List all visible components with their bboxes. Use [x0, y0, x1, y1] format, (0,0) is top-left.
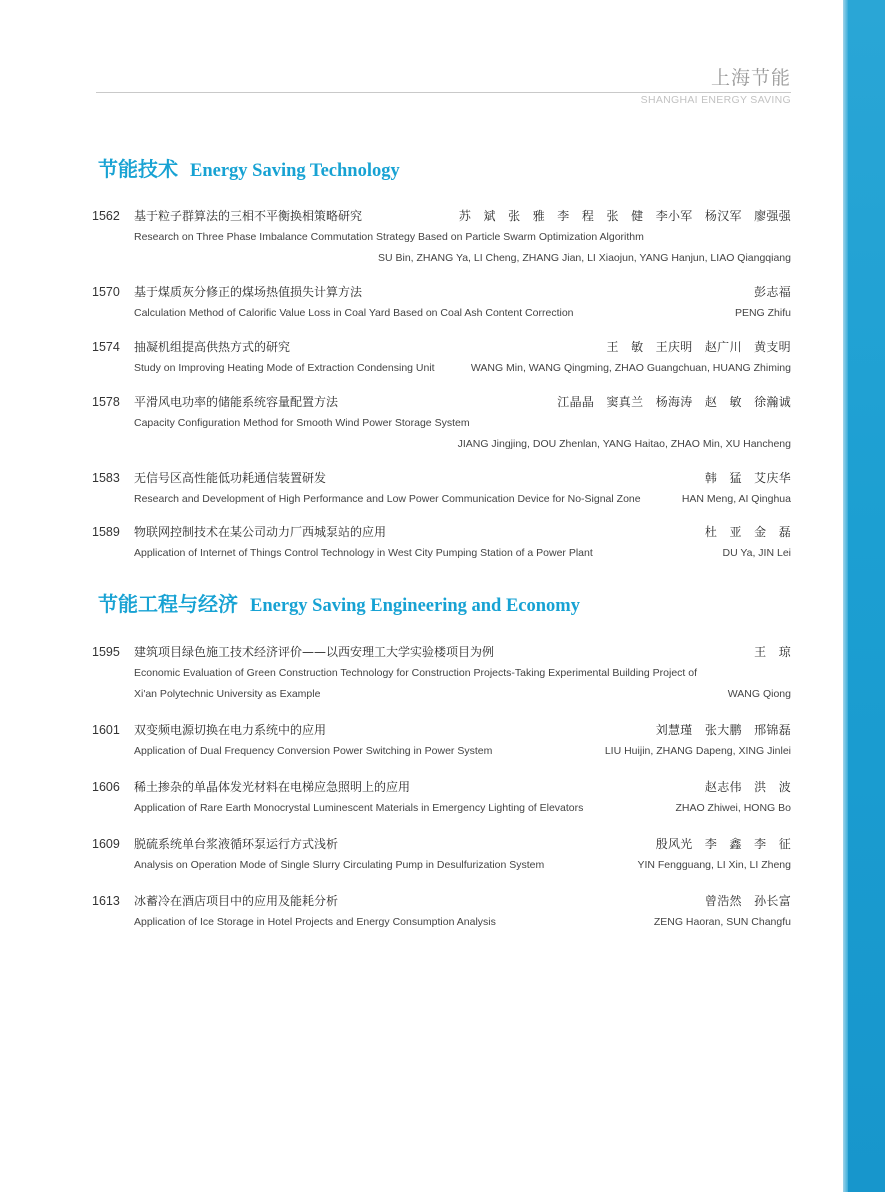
section-title-zh: 节能技术	[98, 157, 178, 181]
toc-entry[interactable]	[92, 720, 791, 762]
authors-en: PENG Zhifu	[734, 307, 791, 319]
header-divider	[96, 92, 791, 93]
page-number: 1606	[92, 780, 120, 794]
article-title-en: Application of Rare Earth Monocrystal Luminescent Materials in Emergency Lighting of Elevators	[134, 802, 584, 814]
authors-en: WANG Min, WANG Qingming, ZHAO Guangchuan, HUANG Zhiming	[470, 362, 791, 374]
article-title-en: Research on Three Phase Imbalance Commutation Strategy Based on Particle Swarm Optimization Algorithm	[134, 231, 644, 243]
authors-zh: 刘慧瑾 张大鹏 邢锦磊	[655, 723, 791, 737]
section-title-en: Energy Saving Engineering and Economy	[250, 596, 580, 616]
authors-en: JIANG Jingjing, DOU Zhenlan, YANG Haitao, ZHAO Min, XU Hancheng	[457, 438, 791, 450]
authors-zh: 赵志伟 洪 波	[704, 780, 791, 794]
article-title-zh: 稀土掺杂的单晶体发光材料在电梯应急照明上的应用	[134, 780, 411, 794]
authors-en: DU Ya, JIN Lei	[722, 547, 791, 559]
authors-en: SU Bin, ZHANG Ya, LI Cheng, ZHANG Jian, LI Xiaojun, YANG Hanjun, LIAO Qiangqiang	[377, 252, 791, 264]
authors-zh: 王 琼	[754, 645, 791, 659]
toc-entry[interactable]	[92, 642, 791, 705]
toc-entry[interactable]	[92, 891, 791, 933]
article-title-zh: 双变频电源切换在电力系统中的应用	[134, 723, 327, 737]
article-title-en: Application of Dual Frequency Conversion Power Switching in Power System	[134, 745, 493, 757]
authors-en: LIU Huijin, ZHANG Dapeng, XING Jinlei	[604, 745, 791, 757]
page-number: 1574	[92, 340, 120, 354]
article-title-en: Study on Improving Heating Mode of Extraction Condensing Unit	[134, 362, 435, 374]
authors-zh: 彭志福	[754, 285, 791, 299]
page-number: 1613	[92, 894, 120, 908]
article-title-en: Capacity Configuration Method for Smooth Wind Power Storage System	[134, 417, 470, 429]
article-title-zh: 建筑项目绿色施工技术经济评价——以西安理工大学实验楼项目为例	[134, 645, 495, 659]
article-title-en: Economic Evaluation of Green Construction Technology for Construction Projects-Taking Experimental Building Project of	[134, 667, 698, 679]
section-title-en: Energy Saving Technology	[190, 161, 400, 181]
journal-subtitle: SHANGHAI ENERGY SAVING	[640, 94, 791, 106]
journal-title: 上海节能	[710, 67, 791, 89]
authors-zh: 韩 猛 艾庆华	[704, 471, 791, 485]
authors-en: ZHAO Zhiwei, HONG Bo	[675, 802, 791, 814]
article-title-zh: 物联网控制技术在某公司动力厂西城泵站的应用	[134, 525, 387, 539]
article-title-en: Research and Development of High Performance and Low Power Communication Device for No-Signal Zone	[134, 493, 641, 505]
page-number: 1595	[92, 645, 120, 659]
page-number: 1609	[92, 837, 120, 851]
authors-zh: 苏 斌 张 雅 李 程 张 健 李小军 杨汉军 廖强强	[458, 209, 791, 223]
authors-zh: 王 敏 王庆明 赵广川 黄支明	[606, 340, 791, 354]
article-title-en: Calculation Method of Calorific Value Loss in Coal Yard Based on Coal Ash Content Correction	[134, 307, 574, 319]
page-number: 1562	[92, 209, 120, 223]
toc-entry[interactable]	[92, 777, 791, 819]
section-heading	[98, 589, 580, 619]
article-title-en: Analysis on Operation Mode of Single Slurry Circulating Pump in Desulfurization System	[134, 859, 545, 871]
page-number: 1570	[92, 285, 120, 299]
authors-zh: 杜 亚 金 磊	[704, 525, 791, 539]
section-title-zh: 节能工程与经济	[98, 592, 238, 616]
page-number: 1583	[92, 471, 120, 485]
authors-en: WANG Qiong	[727, 688, 791, 700]
article-title-zh: 平滑风电功率的储能系统容量配置方法	[134, 395, 339, 409]
page-number: 1578	[92, 395, 120, 409]
toc-entry[interactable]	[92, 206, 791, 269]
article-title-zh: 冰蓄冷在酒店项目中的应用及能耗分析	[134, 894, 339, 908]
authors-en: YIN Fengguang, LI Xin, LI Zheng	[637, 859, 791, 871]
authors-en: HAN Meng, AI Qinghua	[681, 493, 791, 505]
toc-entry[interactable]	[92, 392, 791, 455]
article-title-en: Application of Ice Storage in Hotel Projects and Energy Consumption Analysis	[134, 916, 496, 928]
authors-zh: 江晶晶 窦真兰 杨海涛 赵 敏 徐瀚诚	[557, 395, 791, 409]
authors-zh: 殷风光 李 鑫 李 征	[655, 837, 791, 851]
toc-entry[interactable]	[92, 522, 791, 564]
authors-en: ZENG Haoran, SUN Changfu	[653, 916, 791, 928]
side-color-band	[843, 0, 885, 1192]
article-title-zh: 基于粒子群算法的三相不平衡换相策略研究	[134, 209, 363, 223]
page-number: 1601	[92, 723, 120, 737]
toc-entry[interactable]	[92, 337, 791, 379]
authors-zh: 曾浩然 孙长富	[704, 894, 791, 908]
article-title-en: Application of Internet of Things Control Technology in West City Pumping Station of a Power Plant	[134, 547, 593, 559]
page-number: 1589	[92, 525, 120, 539]
article-title-zh: 脱硫系统单台浆液循环泵运行方式浅析	[134, 837, 339, 851]
article-title-zh: 无信号区高性能低功耗通信装置研发	[134, 471, 327, 485]
article-title-zh: 基于煤质灰分修正的煤场热值损失计算方法	[134, 285, 363, 299]
toc-entry[interactable]	[92, 468, 791, 510]
article-title-zh: 抽凝机组提高供热方式的研究	[134, 340, 291, 354]
toc-entry[interactable]	[92, 834, 791, 876]
section-heading	[98, 154, 400, 184]
toc-entry[interactable]	[92, 282, 791, 324]
article-title-en-continued: Xi'an Polytechnic University as Example	[134, 688, 321, 700]
